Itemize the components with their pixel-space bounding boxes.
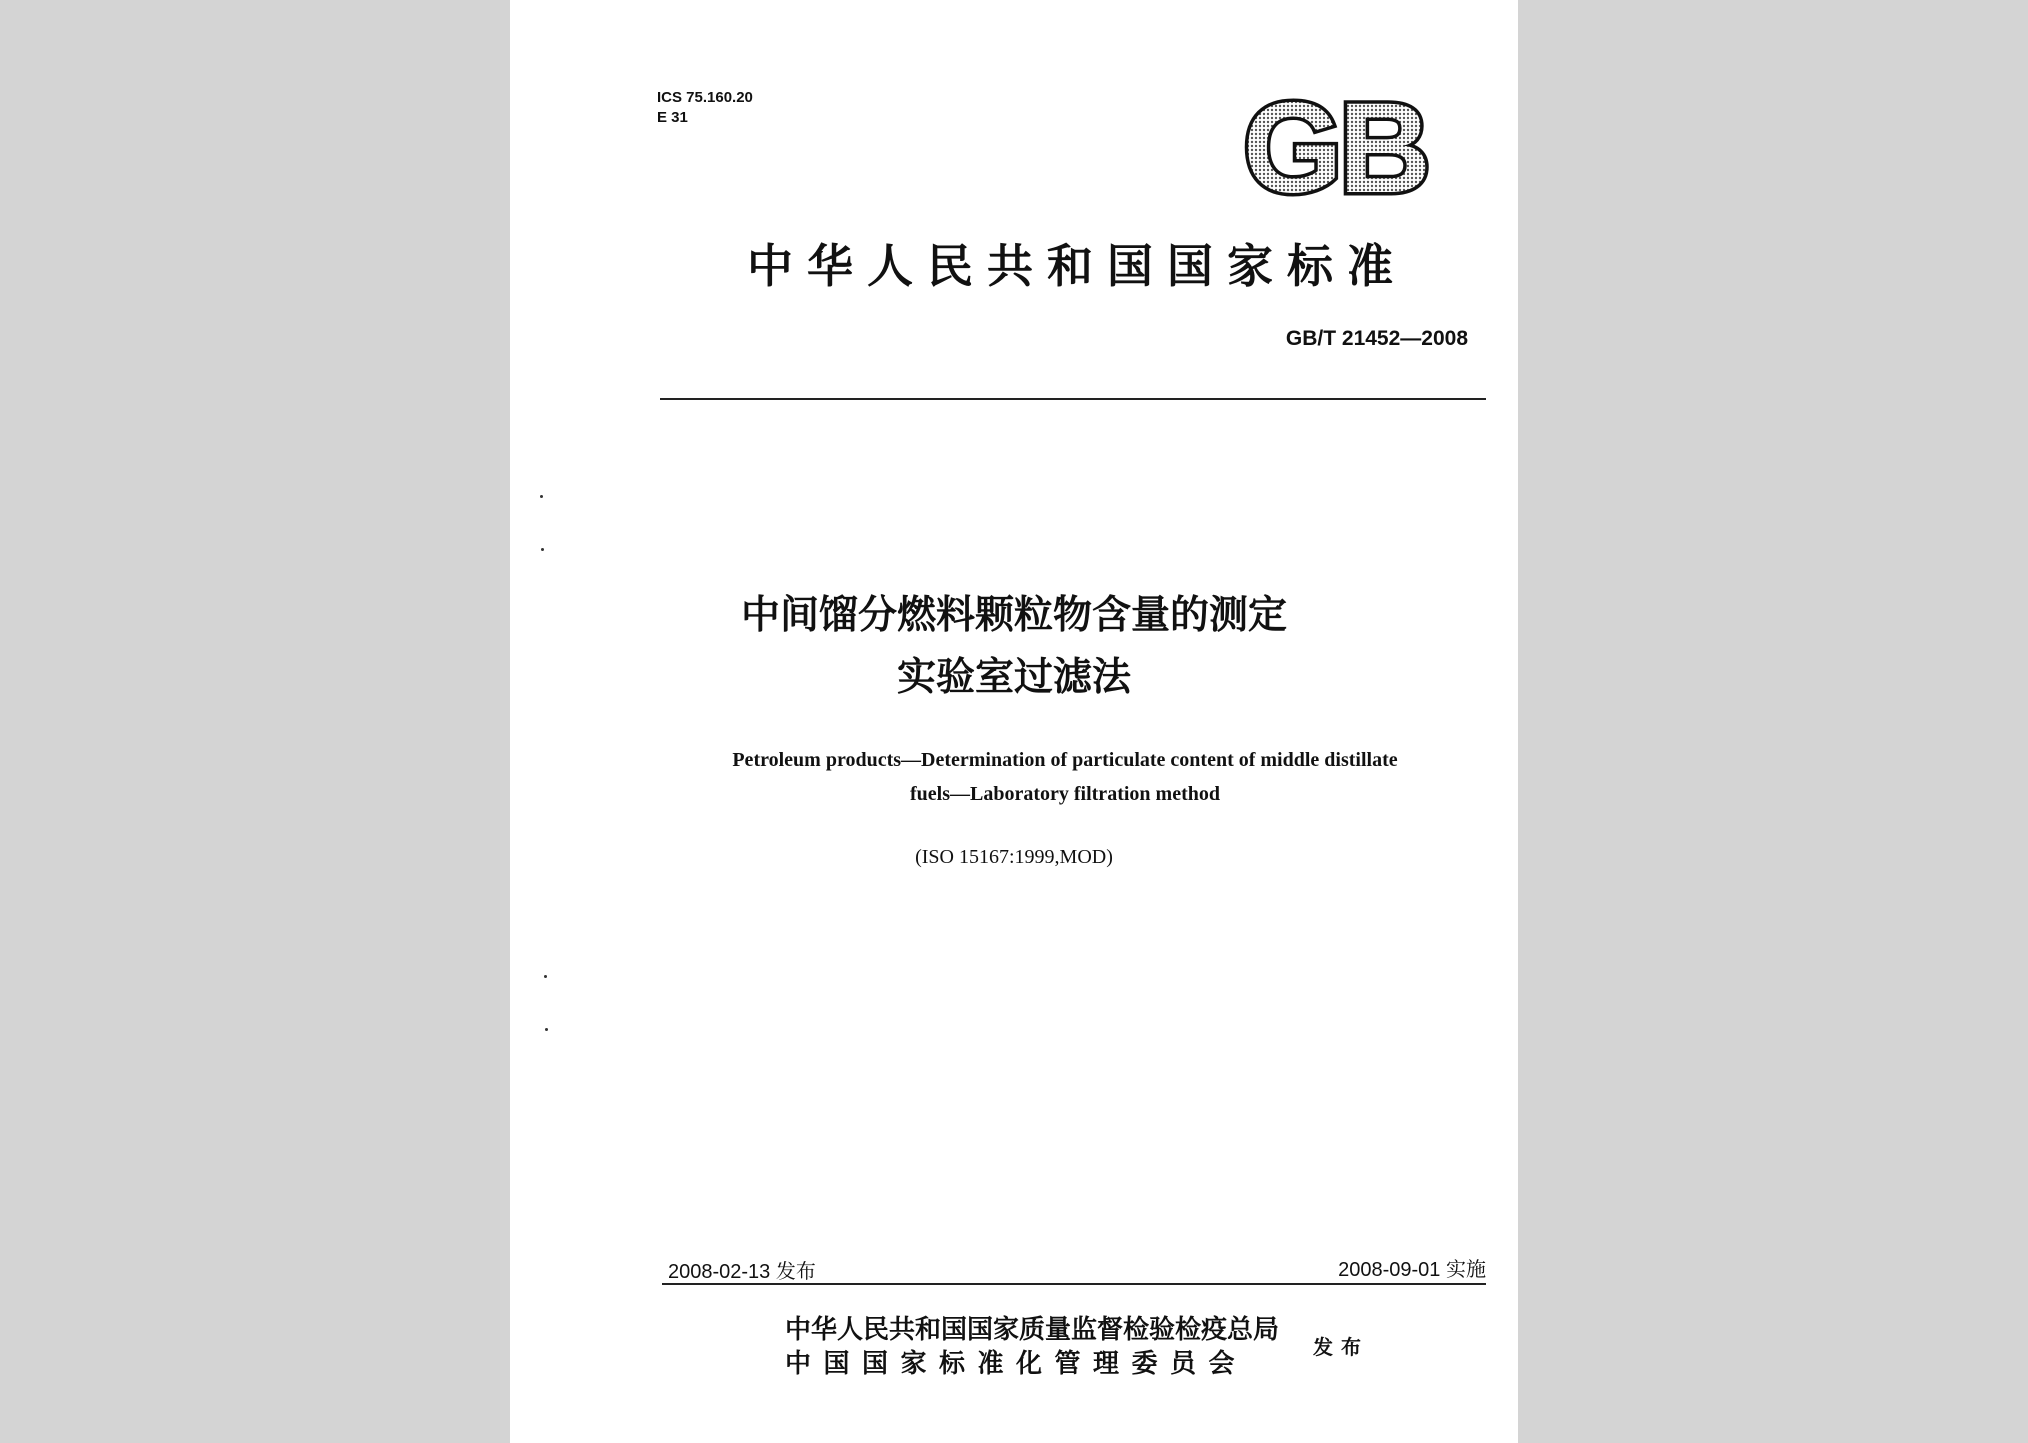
issuing-bodies	[785, 1313, 1279, 1381]
chinese-title	[510, 585, 1518, 709]
english-title	[630, 743, 1500, 811]
issuer-line-2: 中国国家标准化管理委员会	[785, 1349, 1248, 1379]
scan-speck	[544, 975, 547, 978]
chinese-title-line-2: 实验室过滤法	[896, 655, 1131, 700]
ics-code: ICS 75.160.20	[657, 89, 753, 106]
english-title-line-1: Petroleum products—Determination of particulate content of middle distillate	[732, 749, 1398, 771]
issuer-line-1: 中华人民共和国国家质量监督检验检疫总局	[785, 1315, 1280, 1345]
gb-logo	[1230, 92, 1440, 202]
classification-codes	[657, 88, 753, 128]
english-title-line-2: fuels—Laboratory filtration method	[910, 783, 1220, 805]
header-divider	[660, 398, 1486, 400]
scan-speck	[545, 1028, 548, 1031]
issue-date: 2008-02-13 发布	[668, 1261, 816, 1283]
date-divider	[662, 1283, 1486, 1285]
implementation-date: 2008-09-01 实施	[1338, 1259, 1486, 1281]
ccs-code: E 31	[657, 109, 688, 126]
standard-number: GB/T 21452—2008	[1285, 327, 1468, 350]
scan-speck	[541, 548, 544, 551]
document-page	[510, 0, 1518, 1443]
logo-text: GB	[1243, 92, 1427, 202]
issued-label: 发布	[1313, 1335, 1369, 1359]
national-standard-title: 中华人民共和国国家标准	[747, 239, 1407, 293]
iso-reference: (ISO 15167:1999,MOD)	[915, 846, 1113, 868]
chinese-title-line-1: 中间馏分燃料颗粒物含量的测定	[740, 593, 1287, 638]
scan-speck	[540, 495, 543, 498]
